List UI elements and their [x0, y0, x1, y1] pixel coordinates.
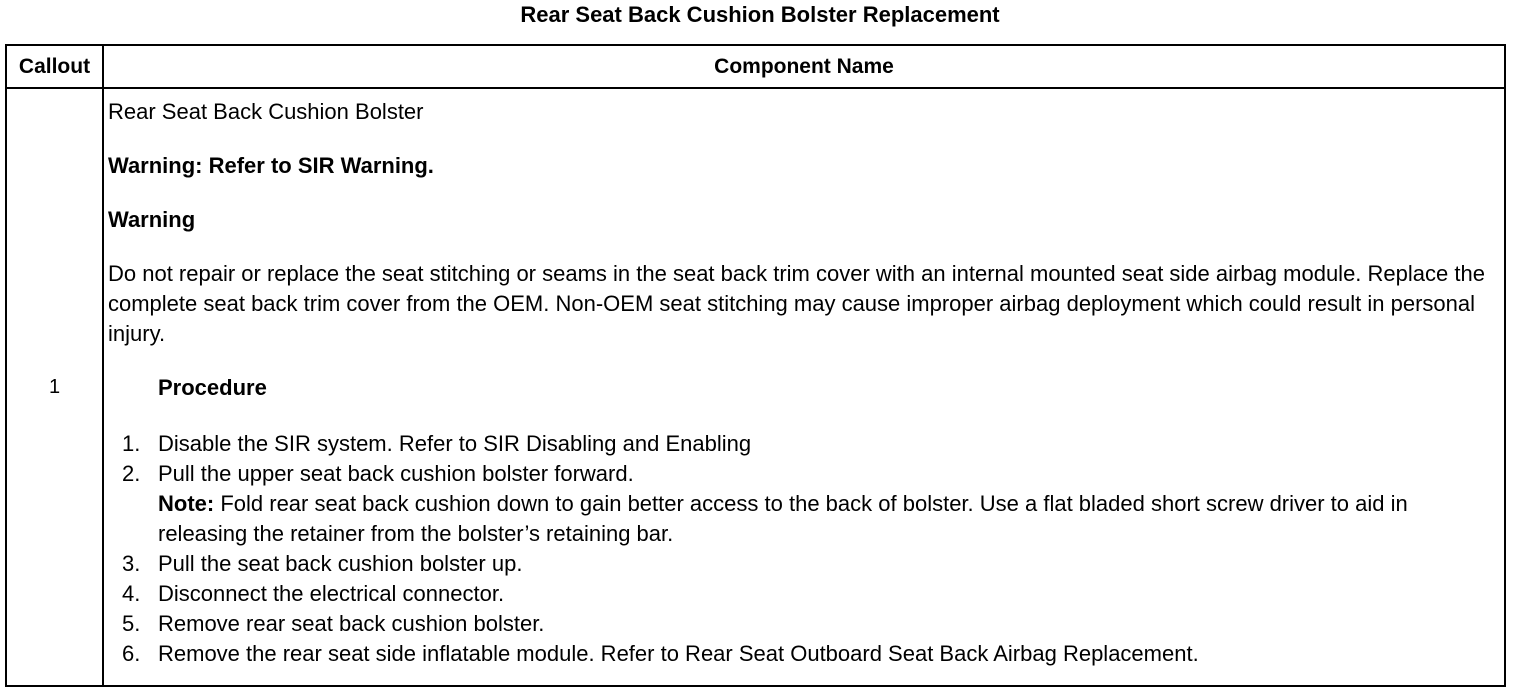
step-number: 2.: [122, 461, 141, 486]
procedure-step: [122, 639, 1498, 669]
note-label: Note:: [158, 491, 215, 516]
component-table: [5, 44, 1506, 687]
step-text: Pull the upper seat back cushion bolster forward.: [158, 461, 634, 486]
callout-number: 1: [6, 88, 103, 686]
step-text: Disconnect the electrical connector.: [158, 581, 505, 606]
step-text: Disable the SIR system. Refer to SIR Disabling and Enabling: [158, 431, 752, 456]
procedure-step: [122, 579, 1498, 609]
step-number: 3.: [122, 551, 141, 576]
component-details: [103, 88, 1505, 686]
step-number: 5.: [122, 611, 141, 636]
sir-warning-reference: Warning: Refer to SIR Warning.: [108, 153, 434, 178]
step-text: Remove rear seat back cushion bolster.: [158, 611, 545, 636]
step-number: 6.: [122, 641, 141, 666]
callout-header: Callout: [6, 45, 103, 88]
component-name-header: Component Name: [103, 45, 1505, 88]
procedure-step: [122, 429, 1498, 459]
step-text: Pull the seat back cushion bolster up.: [158, 551, 523, 576]
warning-text: Do not repair or replace the seat stitching or seams in the seat back trim cover with an internal mounted seat side airbag module. Replace the complete seat back trim cover from the OEM. Non-OEM seat stitching may cause improper airbag deployment which could result in personal injury.: [108, 261, 1485, 346]
procedure-heading: Procedure: [158, 375, 267, 400]
procedure-step: [122, 609, 1498, 639]
step-number: 4.: [122, 581, 141, 606]
table-header-row: [6, 45, 1505, 88]
procedure-step: [122, 459, 1498, 549]
warning-heading: Warning: [108, 207, 196, 232]
step-number: 1.: [122, 431, 141, 456]
page-title: Rear Seat Back Cushion Bolster Replacement: [520, 2, 1000, 27]
note-text: Fold rear seat back cushion down to gain better access to the back of bolster. Use a flat bladed short screw driver to aid in releasing the retainer from the bolster’s retaining bar.: [158, 491, 1408, 546]
step-text: Remove the rear seat side inflatable module. Refer to Rear Seat Outboard Seat Back Airbag Replacement.: [158, 641, 1199, 666]
table-row: [6, 88, 1505, 686]
component-name: Rear Seat Back Cushion Bolster: [108, 99, 424, 124]
procedure-step: [122, 549, 1498, 579]
procedure-steps: [108, 429, 1498, 669]
